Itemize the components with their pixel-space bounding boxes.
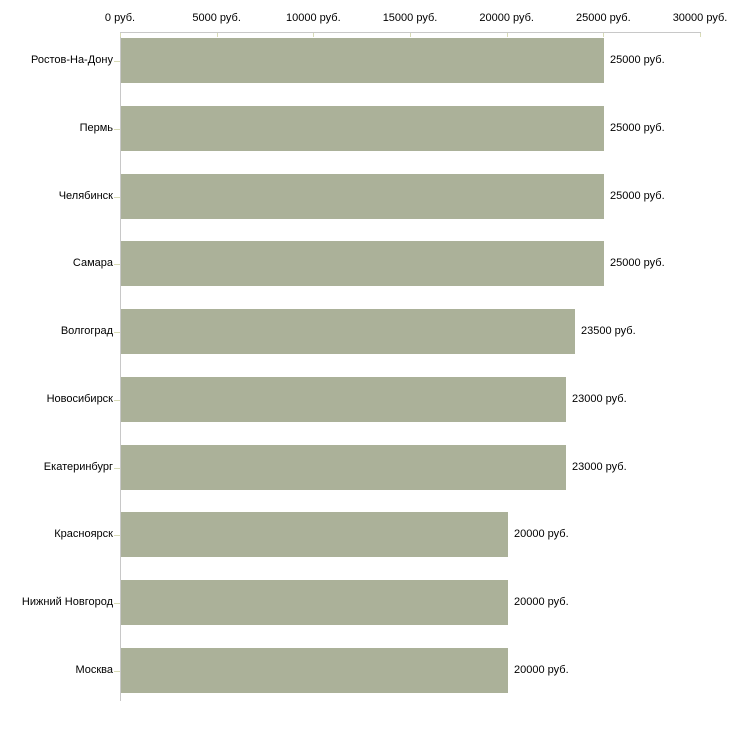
category-label: Новосибирск — [46, 392, 113, 405]
x-axis-tick-mark — [410, 33, 411, 37]
x-axis-tick-mark — [217, 33, 218, 37]
bar-row — [0, 241, 730, 286]
value-label: 23000 руб. — [572, 460, 627, 473]
bar-row — [0, 309, 730, 354]
category-tick-mark — [114, 129, 120, 130]
category-label: Нижний Новгород — [21, 596, 113, 608]
category-tick-mark — [114, 197, 120, 198]
bar-row — [0, 445, 730, 490]
category-tick-mark — [114, 332, 120, 333]
category-label: Ростов-На-Дону — [30, 54, 113, 66]
value-label: 20000 руб. — [514, 528, 569, 541]
category-tick-mark — [114, 603, 120, 604]
bar — [121, 241, 604, 286]
value-label: 23000 руб. — [572, 392, 627, 405]
bar-row — [0, 648, 730, 693]
value-label: 25000 руб. — [610, 257, 665, 270]
bar-row — [0, 174, 730, 219]
value-label: 25000 руб. — [610, 54, 665, 66]
x-axis-tick-mark — [313, 33, 314, 37]
bar — [121, 648, 508, 693]
x-axis-tick-label: 20000 руб. — [479, 12, 534, 24]
bar — [121, 174, 604, 219]
category-label: Екатеринбург — [43, 460, 113, 473]
value-label: 20000 руб. — [514, 596, 569, 608]
category-tick-mark — [114, 400, 120, 401]
bar-row — [0, 106, 730, 151]
x-axis-tick-label: 15000 руб. — [382, 12, 438, 24]
category-tick-mark — [114, 61, 120, 62]
bar — [121, 377, 566, 422]
x-axis-tick-mark — [603, 33, 604, 37]
x-axis-tick-label: 5000 руб. — [192, 12, 241, 24]
category-tick-mark — [114, 671, 120, 672]
bar-row — [0, 377, 730, 422]
category-label: Челябинск — [58, 189, 113, 202]
bar — [121, 580, 508, 625]
x-axis-tick-label: 0 руб. — [104, 12, 136, 24]
bar — [121, 512, 508, 557]
category-label: Волгоград — [60, 325, 113, 337]
value-label: 23500 руб. — [581, 325, 636, 337]
x-axis-tick-label: 25000 руб. — [576, 12, 631, 24]
x-axis-tick-mark — [507, 33, 508, 37]
category-tick-mark — [114, 468, 120, 469]
category-label: Пермь — [79, 121, 113, 134]
category-label: Москва — [75, 663, 113, 676]
bar — [121, 38, 604, 83]
value-label: 20000 руб. — [514, 663, 569, 676]
x-axis-tick-label: 30000 руб. — [672, 12, 728, 24]
value-label: 25000 руб. — [610, 121, 665, 134]
bar-row — [0, 38, 730, 83]
category-label: Самара — [72, 257, 113, 270]
bar-row — [0, 512, 730, 557]
x-axis-tick-label: 10000 руб. — [286, 12, 341, 24]
bar-row — [0, 580, 730, 625]
bar — [121, 309, 575, 354]
category-tick-mark — [114, 264, 120, 265]
bar — [121, 106, 604, 151]
category-label: Красноярск — [54, 528, 113, 541]
value-label: 25000 руб. — [610, 189, 665, 202]
x-axis-tick-mark — [700, 33, 701, 37]
bar — [121, 445, 566, 490]
category-tick-mark — [114, 535, 120, 536]
x-axis-tick-mark — [120, 33, 121, 37]
